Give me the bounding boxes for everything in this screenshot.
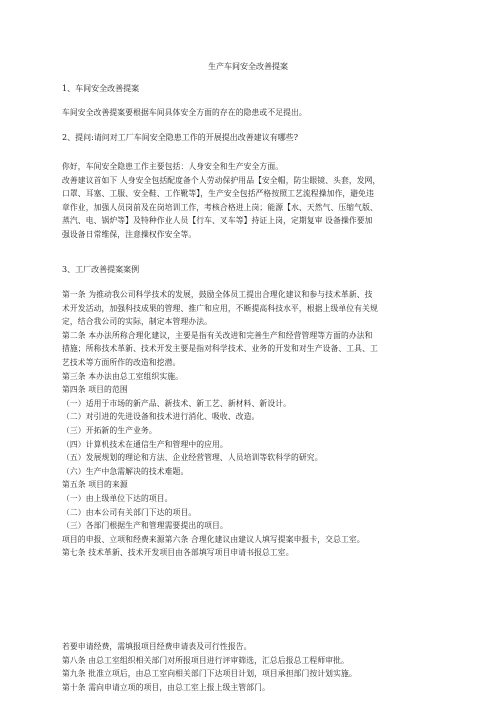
paragraph-line: （二）由本公司有关部门下达的项目。 <box>62 507 197 517</box>
section-2-text <box>62 160 439 242</box>
paragraph-line: 第七条 技术革新、技术开发项目由各部填写项目申请书报总工室。 <box>62 548 294 558</box>
paragraph-line: 若要申请经费，需填报项目经费申请表及可行性报告。 <box>62 642 252 651</box>
paragraph-line: （三）开拓新的生产业务。 <box>62 425 157 435</box>
paragraph-line: 章作业，加强人员岗前及在岗培训工作，考核合格进上岗；能源【水、天然气、压缩气版、 <box>62 202 378 212</box>
paragraph-line: 强设备日常维保，注意操权作安全等。 <box>62 229 197 239</box>
paragraph-line: 第三条 本办法由总工室组织实施。 <box>62 371 184 381</box>
paragraph-line: （六）生产中急需解决的技术难题。 <box>62 466 189 476</box>
paragraph-line: 项目的申报、立项和经费来源第六条 合理化建议由建议人填写提案申报卡，交总工室。 <box>62 534 365 544</box>
paragraph-line: 定，结合我公司的实际，制定本管理办法。 <box>62 317 213 327</box>
paragraph-line: 术开发活动，加强科技成果的管理、推广和应用，不断提高科技水平，根据上级单位有关规 <box>62 303 378 313</box>
section-3-text-b <box>62 640 439 694</box>
section-3-heading: 3、工厂改善提案案例 <box>62 265 140 274</box>
document-title: 生产车间安全改善提案 <box>208 62 288 71</box>
paragraph-line: 第二条 本办法所称合理化建议，主要是指有关改进和完善生产和经营管理等方面的办法和 <box>62 330 373 340</box>
paragraph-line: 艺技术等方面所作的改造和挖潜。 <box>62 357 181 367</box>
section-1-text <box>62 106 439 120</box>
paragraph-line: 措施；所称技术革新、技术开发主要是指对科学技术、业务的开发和对生产设备、工具、工 <box>62 344 378 354</box>
section-3-text-a <box>62 288 439 560</box>
paragraph-line: 改善建议首如下 人身安全包括配度备个人劳动保护用品【安全帽，防尘眼镜、头套，发网， <box>62 175 381 185</box>
paragraph-line: 第九条 批准立项后，由总工室向相关部门下达项目计划，项目承担部门按计划实施。 <box>62 669 357 679</box>
paragraph-line: （五）发展规划的理论和方法、企业经营管理、人员培训等软科学的研究。 <box>62 453 323 463</box>
paragraph-line: 口罩、耳塞、工服、安全鞋、工作靴等】，生产安全包括严格按照工艺流程操加作，避免违 <box>62 189 374 199</box>
paragraph-line: 车间安全改善提案要根据车间具体安全方面的存在的隐患或不足提出。 <box>62 108 307 117</box>
paragraph-line: （四）计算机技术在通信生产和管理中的应用。 <box>62 439 228 449</box>
paragraph-line: 第八条 由总工室组织相关部门对所报项目进行评审筛选，汇总后报总工程师审批。 <box>62 655 349 665</box>
paragraph-line: （三）各部门根据生产和管理需要提出的项目。 <box>62 521 228 531</box>
paragraph-line: 第一条 为推动我公司科学技术的发展，鼓励全体员工提出合理化建议和参与技术革新、技 <box>62 290 373 299</box>
paragraph-line: 第十条 需向申请立项的项目，由总工室上报上级主管部门。 <box>62 682 270 692</box>
paragraph-line: 第四条 项目的范围 <box>62 385 128 395</box>
paragraph-line: （一）适用于市场的新产品、新技术、新工艺、新材料、新设计。 <box>62 398 292 408</box>
paragraph-line: 你好，车间安全隐患工作主要包括：人身安全和生产安全方面。 <box>62 162 284 171</box>
paragraph-line: 蒸汽、电、锅炉等】及特种作业人员【行车、叉车等】持证上岗，定期复审 设备操作要加 <box>62 216 373 226</box>
paragraph-line: （一）由上级单位下达的项目。 <box>62 493 173 503</box>
section-1-heading: 1、车间安全改善提案 <box>62 84 140 93</box>
paragraph-line: 第五条 项目的来源 <box>62 480 128 490</box>
section-2-heading: 2、提问:请问对工厂车间安全隐患工作的开展提出改善建议有哪些? <box>62 133 299 142</box>
paragraph-line: （二）对引进的先进设备和技术进行消化、吸收、改造。 <box>62 412 260 422</box>
